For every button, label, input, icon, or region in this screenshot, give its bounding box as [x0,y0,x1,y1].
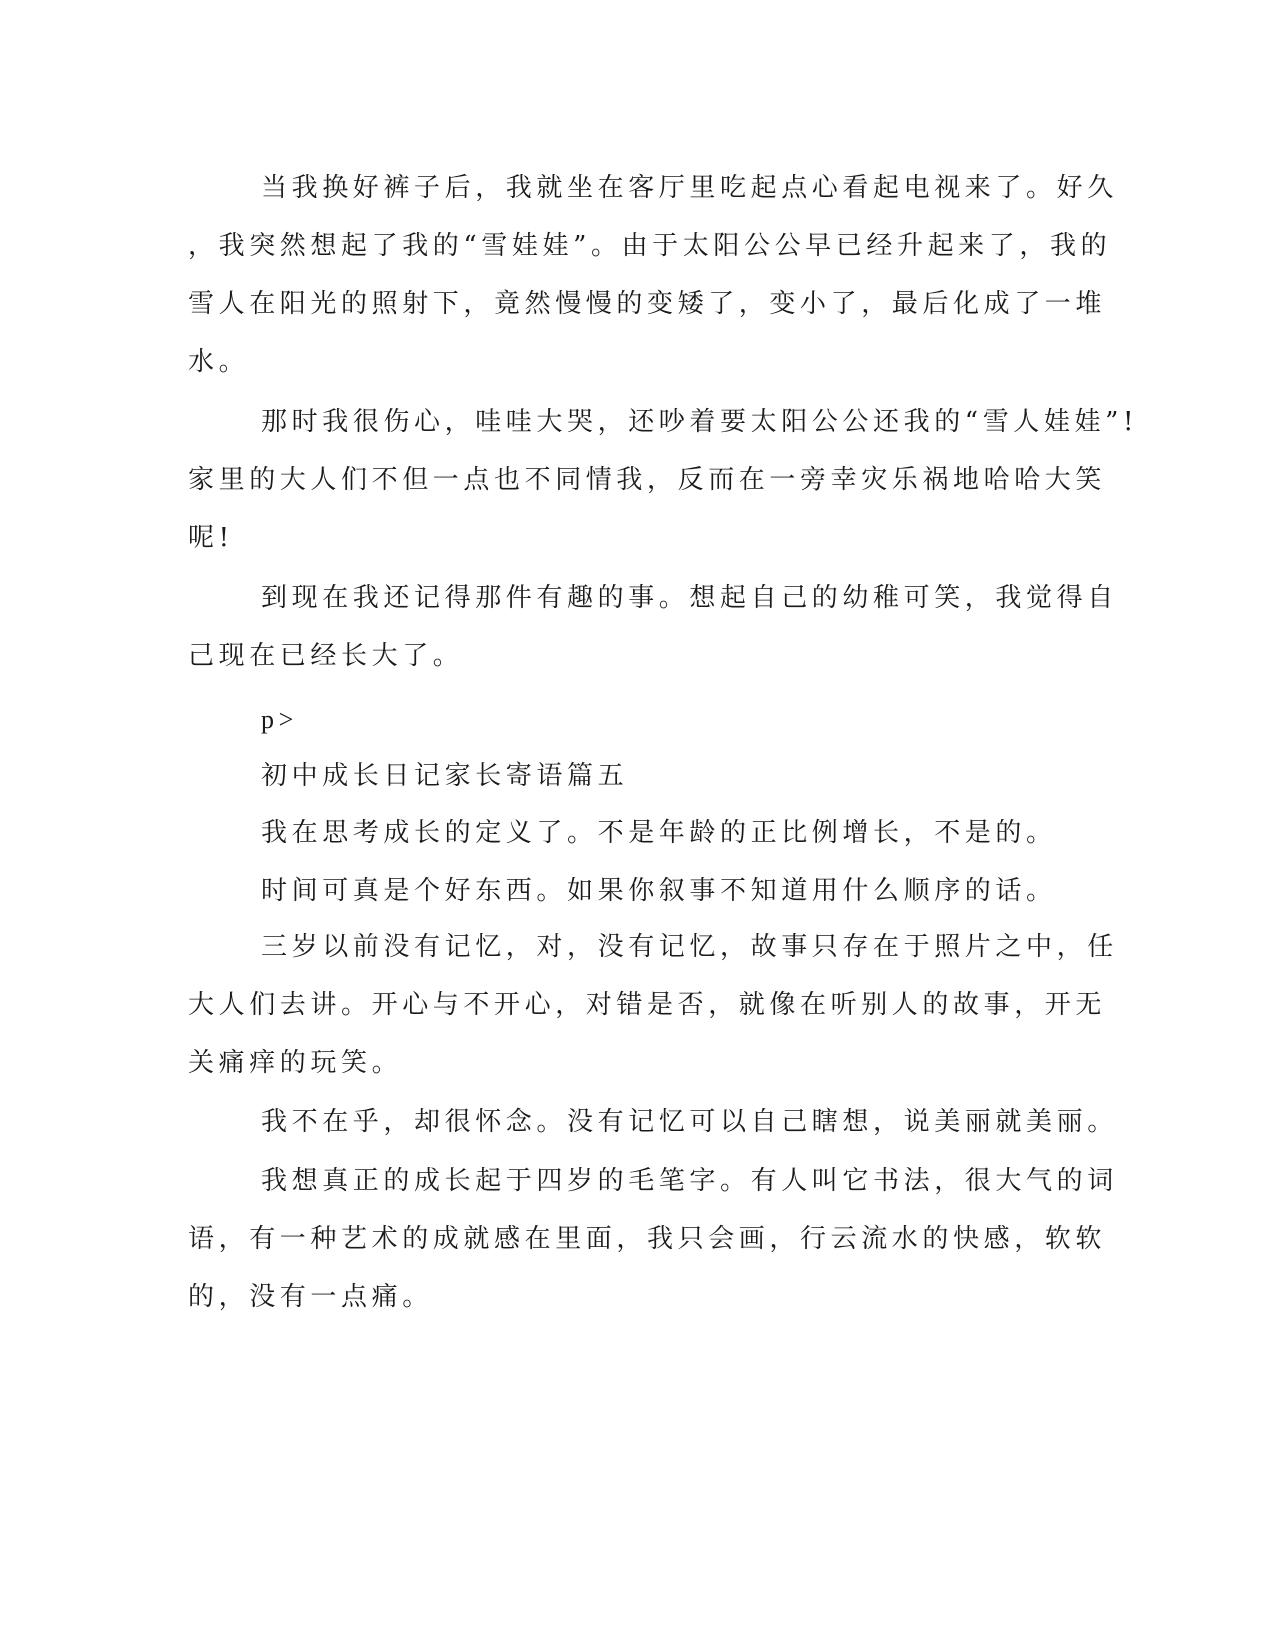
text-line: 那时我很伤心，哇哇大哭，还吵着要太阳公公还我的“雪人娃娃”! [261,407,1139,437]
paragraph-calligraphy [188,1152,1118,1326]
text-line: 水。 [188,347,250,377]
text-line: 的，没有一点痛。 [188,1282,433,1312]
paragraph-snowman-melted [188,159,1118,391]
paragraph-no-memory [188,918,1118,1092]
text-line: 雪人在阳光的照射下，竟然慢慢的变矮了，变小了，最后化成了一堆 [188,289,1107,319]
text-line: 我想真正的成长起于四岁的毛笔字。有人叫它书法，很大气的词 [261,1166,1118,1196]
text-line: ，我突然想起了我的“雪娃娃”。由于太阳公公早已经升起来了，我的 [188,231,1112,261]
text-line: 呢! [188,523,234,553]
stray-tag-text: p> [261,705,298,734]
text-line: 关痛痒的玩笑。 [188,1048,403,1078]
text-line: 到现在我还记得那件有趣的事。想起自己的幼稚可笑，我觉得自 [261,583,1118,613]
paragraph-grown-up [188,569,1118,685]
text-line: 三岁以前没有记忆，对，没有记忆，故事只存在于照片之中，任 [261,932,1118,962]
paragraph-time: 时间可真是个好东西。如果你叙事不知道用什么顺序的话。 [261,876,1057,906]
text-line: 家里的大人们不但一点也不同情我，反而在一旁幸灾乐祸地哈哈大笑 [188,465,1107,495]
paragraph-definition: 我在思考成长的定义了。不是年龄的正比例增长，不是的。 [261,818,1057,848]
text-line: 当我换好裤子后，我就坐在客厅里吃起点心看起电视来了。好久 [261,173,1118,203]
text-line: 语，有一种艺术的成就感在里面，我只会画，行云流水的快感，软软 [188,1224,1107,1254]
paragraph-nostalgia: 我不在乎，却很怀念。没有记忆可以自己瞎想，说美丽就美丽。 [261,1107,1118,1137]
text-line: 己现在已经长大了。 [188,641,464,671]
paragraph-crying [188,393,1139,567]
text-line: 大人们去讲。开心与不开心，对错是否，就像在听别人的故事，开无 [188,990,1107,1020]
section-title: 初中成长日记家长寄语篇五 [261,761,629,791]
